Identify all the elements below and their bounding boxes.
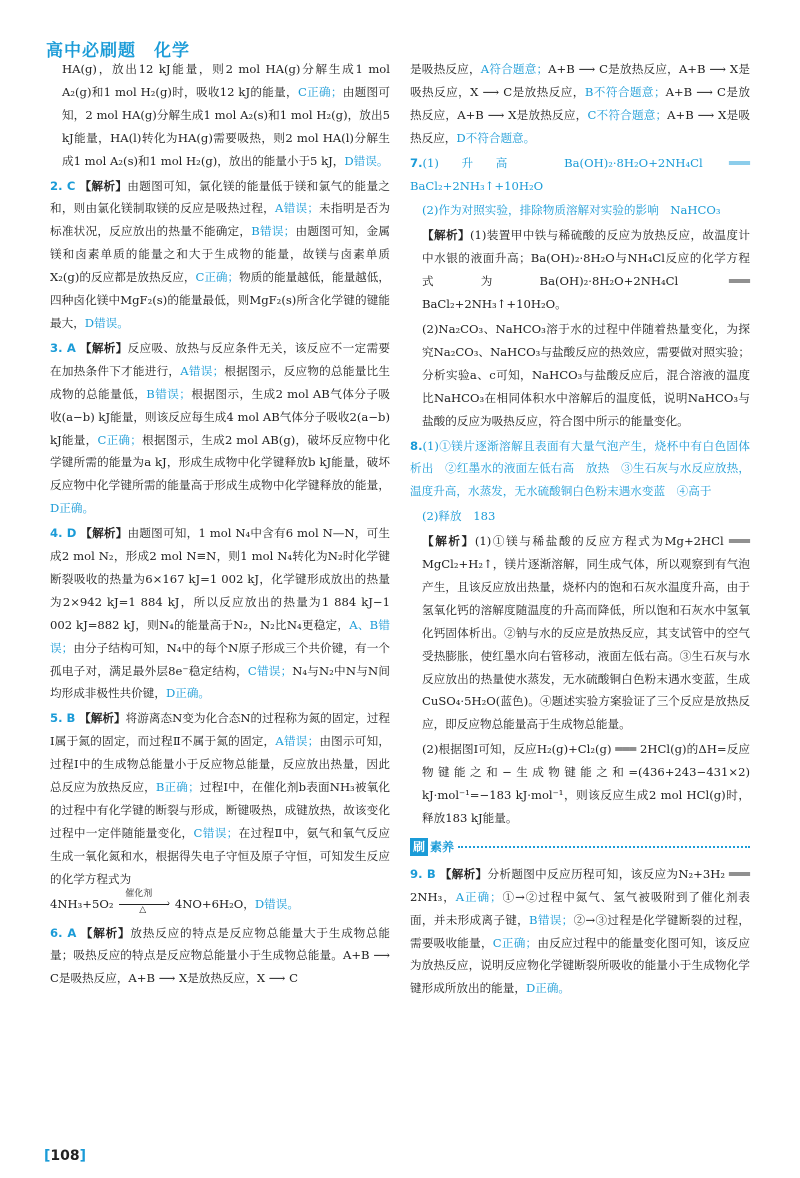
analysis-tag: 【解析】: [422, 228, 470, 243]
text: A+B ⟶ C是放热反应，A+B ⟶ X是吸热反应，X ⟶ C是放热反应，: [410, 62, 750, 99]
analysis-tag: 【解析】: [422, 534, 475, 549]
page-header-title: 高中必刷题 化学: [46, 41, 190, 61]
correct-mark: D正确。: [50, 501, 95, 516]
section-banner-suyang: [410, 836, 750, 859]
text: A+B ⟶ C是吸热反应，A+B ⟶ X是放热反应，X ⟶ C: [50, 948, 390, 986]
equation-left: 4NH₃+5O₂: [50, 896, 114, 911]
text: 由图示可知，过程Ⅰ中的生成物总能量小于反应物总能量，反应放出热量，因此总反应为放热反应，: [50, 734, 390, 795]
text: 将游离态N变为化合态N的过程称为氮的固定，过程Ⅰ属于氮的固定，而过程Ⅱ不属于氮的固定，: [50, 711, 390, 749]
text: 根据图示，反应物的总能量比生成物的总能量低，: [50, 363, 390, 401]
text: N₄与N₂中N与N间均形成非极性共价键，: [50, 663, 391, 701]
answer-7-analysis: [410, 224, 750, 316]
text: 由反应过程中的能量变化图可知，该反应为放热反应，说明反应物化学键断裂所吸收的能量小于生成物化学键形成所放出的能量，: [410, 935, 750, 996]
question-number: 3. A: [50, 340, 76, 355]
section-banner-icon: 刷: [410, 838, 428, 856]
text: 放热反应的特点是反应物总能量大于生成物总能量；吸热反应的特点是反应物总能量小于生成物总能量。: [50, 925, 390, 963]
text: (1)装置甲中铁与稀硫酸的反应为放热反应，故温度计中水银的液面升高；Ba(OH)₂·8H₂O与NH₄Cl反应的化学方程式为Ba(OH)₂·8H₂O+2NH₄Cl ═══ BaCl₂+2NH₃↑+10H₂O。: [422, 228, 750, 312]
analysis-tag: 【解析】: [439, 866, 488, 881]
analysis-tag: 【解析】: [80, 925, 131, 940]
wrong-mark: A错误；: [275, 201, 319, 216]
section-banner-divider: [458, 846, 750, 848]
page-number-bracket-right: ]: [79, 1148, 87, 1164]
text: HA(g)，放出12 kJ能量，则2 mol HA(g)分解生成1 mol A₂(g)和1 mol H₂(g)时，吸收12 kJ的能量，: [62, 62, 390, 99]
wrong-mark: C错误；: [193, 825, 239, 840]
text: 分析题图中反应历程可知，该反应为N₂+3H₂ ═══ 2NH₃，: [410, 866, 750, 904]
wrong-mark: A错误；: [180, 363, 225, 378]
page-number-value: 108: [50, 1148, 80, 1164]
analysis-tag: 【解析】: [79, 711, 126, 726]
text: A+B ⟶ C是放热反应，A+B ⟶ X是放热反应，: [410, 84, 750, 122]
analysis-tag: 【解析】: [79, 340, 128, 355]
question-number: 4. D: [50, 526, 77, 541]
arrow-top-label: 催化剂: [125, 888, 153, 899]
text: 由题图可知，2 mol HA(g)分解生成1 mol A₂(s)和1 mol H₂(g)，放出5 kJ能量，HA(l)转化为HA(g)需要吸热，则2 mol HA(l)分解生成1 mol A₂(s)和1 mol H₂(g)，放出的能量小于5 kJ，: [62, 84, 390, 168]
page-number-bracket-left: [: [44, 1148, 51, 1164]
wrong-mark: A、B错误；: [50, 617, 390, 655]
equation-right: 4NO+6H₂O，: [174, 896, 255, 911]
text: 是吸热反应，: [410, 62, 481, 76]
reaction-arrow: [117, 888, 171, 915]
text: 过程Ⅰ中，在催化剂b表面NH₃被氧化的过程中有化学键的断裂与形成，断键吸热，成键放热，故该变化过程中一定伴随能量变化，: [50, 780, 390, 840]
wrong-mark: B错误；: [529, 912, 574, 927]
text: 反应吸、放热与反应条件无关，该反应不一定需要在加热条件下才能进行，: [50, 340, 390, 378]
left-column: [50, 58, 390, 992]
answer-6-continued: [410, 58, 750, 150]
correct-mark: B正确；: [155, 780, 200, 795]
text: 物质的能量越低，能量越低，四种卤化镁中MgF₂(s)的能量最低，则MgF₂(s)所含化学键的键能最大，: [50, 270, 390, 330]
wrong-mark: A错误；: [275, 734, 320, 749]
answer-9: [410, 863, 750, 1000]
correct-mark: A正确；: [455, 889, 502, 904]
wrong-mark: B错误；: [146, 386, 191, 401]
answer-2: [50, 175, 390, 335]
analysis-paragraph: (2)根据图Ⅰ可知，反应H₂(g)+Cl₂(g) ═══ 2HCl(g)的ΔH=反应物键能之和−生成物键能之和=(436+243−431×2) kJ·mol⁻¹=−183 kJ·mol⁻¹，则该反应生成2 mol HCl(g)时，释放183 kJ能量。: [422, 742, 750, 825]
answer-5: [50, 707, 390, 890]
text: 根据图示，生成2 mol AB气体分子吸收(a−b) kJ能量，则该反应每生成4 mol AB气体分子吸收2(a−b) kJ能量，: [50, 386, 390, 447]
text: ①→②过程中氮气、氢气被吸附到了催化剂表面，并未形成离子键，: [410, 889, 751, 927]
continuation-paragraph: [50, 58, 390, 173]
analysis-tag: 【解析】: [79, 178, 128, 193]
wrong-mark: B错误；: [251, 224, 296, 239]
text: 由题图可知，金属镁和卤素单质的能量之和大于生成物的能量，故镁与卤素单质X₂(g)的反应都是放热反应，: [50, 224, 390, 285]
question-number: 8.: [410, 438, 423, 453]
answer-4: [50, 522, 390, 705]
question-number: 5. B: [50, 711, 76, 726]
arrow-bottom-label: △: [139, 904, 147, 915]
answer-key-text: (1)①镁片逐渐溶解且表面有大量气泡产生，烧杯中有白色固体析出 ②红墨水的液面左低右高 放热 ③生石灰与水反应放热，温度升高，水蒸发，无水硫酸铜白色粉末遇水变蓝 ④高于: [410, 438, 750, 499]
answer-3: [50, 337, 390, 520]
page-number: [44, 1148, 86, 1164]
right-column: [410, 58, 750, 1002]
correct-mark: C正确；: [297, 84, 343, 99]
wrong-mark: D错误。: [254, 896, 299, 911]
correct-mark: D正确。: [165, 686, 211, 701]
answer-8-key: [410, 435, 750, 504]
text: 未指明是否为标准状况，反应放出的热量不能确定，: [50, 201, 390, 239]
equation-line: [50, 888, 390, 916]
section-banner-label: 素养: [430, 839, 455, 854]
correct-mark: C正确；: [97, 432, 142, 447]
wrong-mark: D错误。: [344, 153, 389, 168]
text: A+B ⟶ X是吸热反应，: [410, 107, 751, 145]
text: ②→③过程是化学键断裂的过程，需要吸收能量，: [410, 912, 750, 950]
wrong-mark: B不符合题意；: [584, 84, 666, 99]
wrong-mark: D不符合题意。: [456, 130, 536, 145]
answer-key-text: (2)作为对照实验，排除物质溶解对实验的影响 NaHCO₃: [422, 203, 721, 218]
correct-mark: D正确。: [525, 981, 571, 996]
answer-key-text: (2)释放 183: [422, 509, 496, 524]
analysis-tag: 【解析】: [80, 526, 128, 541]
wrong-mark: C错误；: [247, 663, 293, 678]
question-number: 6. A: [50, 925, 77, 940]
wrong-mark: D错误。: [84, 315, 129, 330]
answer-7-key: [410, 152, 750, 198]
analysis-paragraph: (2)Na₂CO₃、NaHCO₃溶于水的过程中伴随着热量变化，为探究Na₂CO₃、NaHCO₃与盐酸反应的热效应，需要做对照实验；分析实验a、c可知，NaHCO₃与盐酸反应后，混合溶液的温度比NaHCO₃在相同体积水中溶解后的温度低，说明NaHCO₃与盐酸的反应为吸热反应，符合图中所示的能量变化。: [422, 321, 750, 428]
question-number: 9. B: [410, 866, 436, 881]
question-number: 7.: [410, 155, 423, 170]
answer-8-analysis: [410, 530, 750, 736]
correct-mark: C正确；: [492, 935, 538, 950]
text: 由题图可知，1 mol N₄中含有6 mol N—N，可生成2 mol N₂，形成2 mol N≡N，则1 mol N₄转化为N₂时化学键断裂吸收的热量为6×167 kJ=1 002 kJ，化学键形成放出的热量为2×942 kJ=1 884 kJ，所以反应放出的热量为1 884 kJ−1 002 kJ=882 kJ，则N₄的能量高于N₂，N₂比N₄更稳定，: [50, 526, 390, 632]
wrong-mark: C不符合题意；: [587, 107, 668, 122]
correct-mark: A符合题意；: [480, 62, 549, 76]
text: 根据图示，生成2 mol AB(g)，破坏反应物中化学键所需的能量为a kJ，形成生成物中化学键释放b kJ能量，破坏反应物中化学键所需的能量高于形成生成物中化学键释放的能量，: [50, 432, 390, 493]
question-number: 2. C: [50, 178, 76, 193]
arrow-head: ›: [166, 898, 171, 909]
text: 由题图可知，氯化镁的能量低于镁和氯气的能量之和，则由氯化镁制取镁的反应是吸热过程，: [50, 178, 390, 216]
text: 由分子结构可知，N₄中的每个N原子形成三个共价键，有一个孤电子对，满足最外层8e⁻稳定结构，: [50, 640, 390, 678]
text: 在过程Ⅱ中，氨气和氧气反应生成一氧化氮和水，根据得失电子守恒及原子守恒，可知发生反应的化学方程式为: [50, 825, 390, 886]
text: (1)①镁与稀盐酸的反应方程式为Mg+2HCl ═══ MgCl₂+H₂↑，镁片逐渐溶解，同生成气体，所以观察到有气泡产生，且该反应放出热量，烧杯内的饱和石灰水温度升高，由于氢氧化钙的溶解度随温度的升高而降低，所以饱和石灰水中氢氧化钙固体析出。②钠与水的反应是放热反应，其支试管中的空气受热膨胀，使红墨水向右管移动，液面左低右高。③生石灰与水反应放出的热量使水蒸发，无水硫酸铜白色粉末遇水变蓝，生成CuSO₄·5H₂O(蓝色)。④题述实验方案验证了三个反应是放热反应，即反应物总能量高于生成物总能量。: [422, 534, 750, 732]
answer-key-text: (1)升高 Ba(OH)₂·8H₂O+2NH₄Cl ═══ BaCl₂+2NH₃↑+10H₂O: [410, 155, 750, 193]
correct-mark: C正确；: [195, 270, 240, 285]
answer-6: [50, 922, 390, 991]
